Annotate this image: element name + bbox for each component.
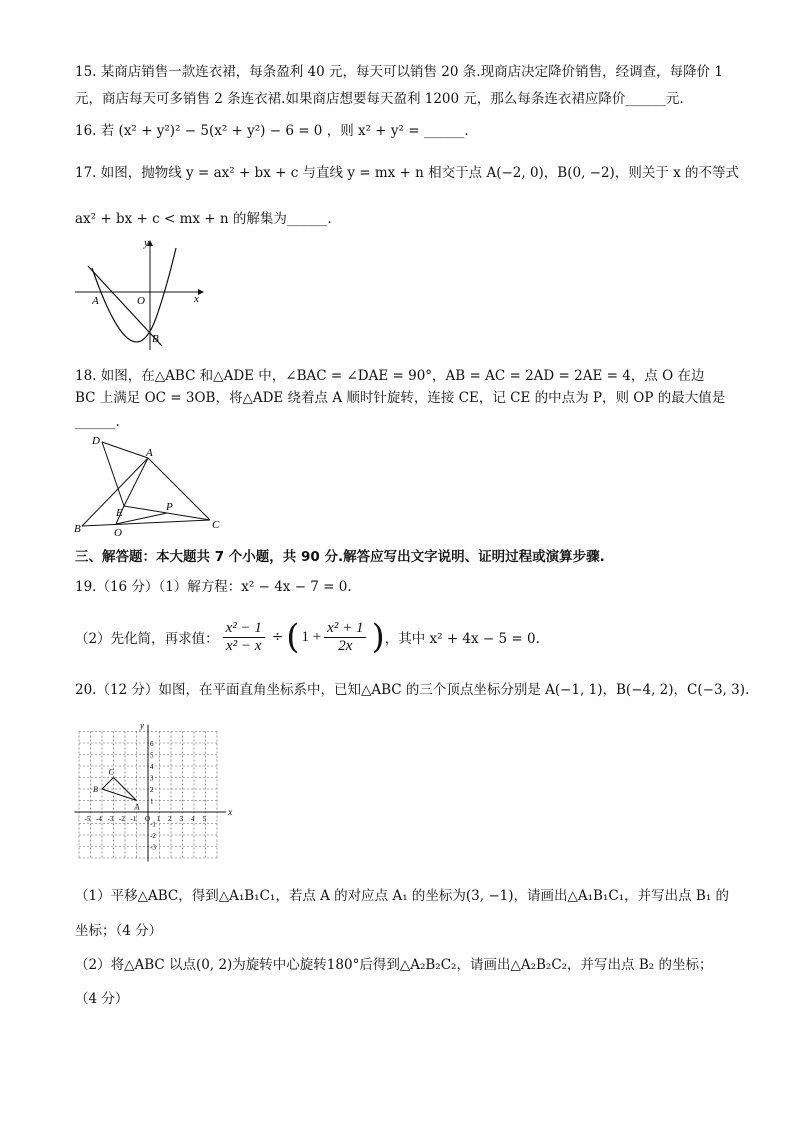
q18-line1: 18. 如图，在△ABC 和△ADE 中，∠BAC = ∠DAE = 90°，AB = AC = 2AD = 2AE = 4，点 O 在边: [75, 368, 705, 384]
grid-y-tick-label: 5: [150, 751, 154, 760]
q15-line2: 元，商店每天可多销售 2 条连衣裙.如果商店想要每天盈利 1200 元，那么每条连衣裙应降价______元.: [75, 91, 684, 107]
grid-x-tick-label: 4: [191, 815, 195, 823]
q18-figure: [70, 430, 230, 538]
q17-label-O: O: [137, 295, 145, 307]
q18-line2: BC 上满足 OC = 3OB，将△ADE 绕着点 A 顺时针旋转，连接 CE，记 CE 的中点为 P，则 OP 的最大值是: [75, 390, 726, 406]
grid-y-tick-label: 3: [150, 774, 154, 783]
q18-label-A: A: [146, 447, 153, 459]
q18-label-E: E: [116, 507, 123, 519]
q19-frac2-den: 2x: [338, 637, 353, 654]
q16-text: 16. 若 (x² + y²)² − 5(x² + y²) − 6 = 0 ，则 x² + y² = ______.: [75, 123, 469, 139]
q20-text: 20.（12 分）如图，在平面直角坐标系中，已知△ABC 的三个顶点坐标分别是 A(−1, 1)，B(−4, 2)，C(−3, 3).: [75, 682, 750, 698]
q19-frac2-num: x² + 1: [327, 619, 364, 636]
grid-x-tick-label: -1: [130, 815, 137, 823]
grid-y-tick-label: 1: [150, 797, 154, 806]
q18-label-B: B: [74, 523, 81, 535]
grid-y-tick-label: -2: [150, 832, 156, 840]
grid-x-label: x: [228, 807, 233, 817]
q17-line: [88, 266, 162, 346]
grid-x-tick-label: -4: [96, 815, 102, 823]
grid-x-tick-label: 5: [202, 815, 206, 823]
grid-y-tick-label: 2: [150, 786, 154, 794]
q19-fraction1: [223, 620, 265, 655]
q17-line2: ax² + bx + c < mx + n 的解集为______.: [75, 211, 332, 227]
q18-label-D: D: [92, 435, 100, 447]
q17-parabola: [92, 248, 176, 342]
q17-label-B: B: [152, 333, 159, 345]
grid-y-tick-label: 4: [150, 763, 154, 771]
q19-part2-suffix: ，其中 x² + 4x − 5 = 0.: [384, 631, 540, 647]
q20-part1-line2: 坐标；（4 分）: [75, 923, 163, 939]
q18-label-O: O: [114, 527, 122, 538]
q18-label-P: P: [166, 501, 173, 513]
q17-label-x: x: [194, 293, 199, 305]
q19-div-sign: ÷: [271, 629, 284, 645]
grid-y-tick-label: -3: [150, 843, 156, 852]
q17-label-A: A: [92, 295, 99, 307]
grid-x-tick-label: O: [145, 815, 151, 823]
q18-label-C: C: [212, 519, 220, 531]
q19-left-paren: (: [286, 617, 300, 657]
grid-x-tick-label: 3: [179, 815, 183, 823]
q19-fraction2: [324, 620, 366, 655]
q19-part2: [75, 614, 540, 660]
grid-x-tick-label: -3: [107, 815, 114, 823]
q19-right-paren: ): [371, 617, 385, 657]
q17-figure: [70, 234, 210, 352]
grid-label-C: C: [108, 767, 114, 777]
q20-part2-line1: （2）将△ABC 以点(0, 2)为旋转中心旋转180°后得到△A₂B₂C₂，请画出△A₂B₂C₂，并写出点 B₂ 的坐标；: [75, 957, 713, 973]
grid-label-B: B: [93, 785, 98, 794]
q19-part1: 19.（16 分）（1）解方程：x² − 4x − 7 = 0.: [75, 579, 352, 595]
grid-x-tick-label: 1: [156, 815, 160, 823]
q20-part2-line2: （4 分）: [75, 991, 129, 1007]
grid-label-A: A: [134, 802, 140, 812]
q18-seg-AE: [124, 458, 148, 506]
grid-x-tick-label: -5: [84, 815, 91, 823]
q18-seg-DA: [102, 442, 148, 458]
grid-y-tick-label: 6: [150, 740, 154, 748]
q19-part2-prefix: （2）先化简，再求值：: [75, 631, 219, 647]
q19-frac1-den: x² − x: [226, 637, 262, 654]
q18-seg-BA: [82, 458, 148, 526]
q19-one-plus: 1 +: [301, 628, 322, 645]
q17-label-y: y: [144, 237, 149, 249]
q17-line1: 17. 如图，抛物线 y = ax² + bx + c 与直线 y = mx + n 相交于点 A(−2, 0)，B(0, −2)，则关于 x 的不等式: [75, 165, 740, 181]
q15-line1: 15. 某商店销售一款连衣裙，每条盈利 40 元，每天可以销售 20 条.现商店决定降价销售，经调查，每降价 1: [75, 64, 723, 80]
grid-y-tick-label: -1: [150, 820, 156, 829]
grid-x-tick-label: 2: [168, 815, 172, 823]
grid-x-tick-label: -2: [119, 815, 125, 823]
section3-heading: 三、解答题：本大题共 7 个小题，共 90 分.解答应写出文字说明、证明过程或演算步骤.: [75, 549, 605, 565]
q20-grid-figure: [70, 717, 240, 867]
q18-seg-AC: [148, 458, 210, 520]
q18-seg-DE: [102, 442, 124, 506]
q20-part1-line1: （1）平移△ABC，得到△A₁B₁C₁，若点 A 的对应点 A₁ 的坐标为(3, −1)，请画出△A₁B₁C₁，并写出点 B₁ 的: [75, 888, 730, 904]
q17-x-arrow: [198, 289, 204, 295]
q19-frac1-num: x² − 1: [225, 619, 262, 636]
q18-seg-BC: [82, 520, 210, 526]
grid-y-label: y: [140, 720, 144, 731]
q18-line3: ______.: [75, 414, 120, 430]
